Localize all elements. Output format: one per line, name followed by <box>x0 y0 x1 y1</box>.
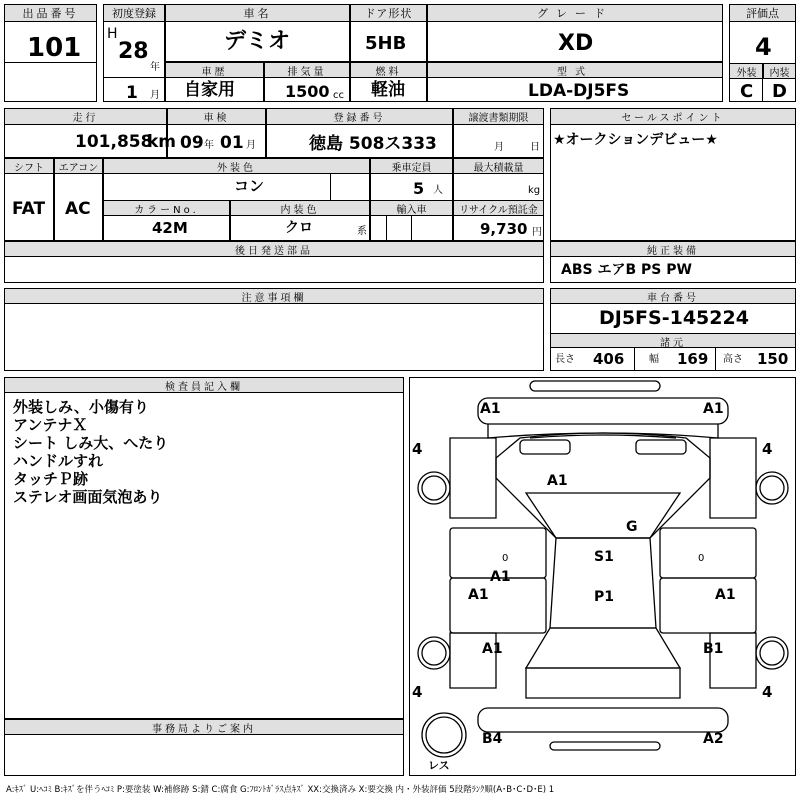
int-color-suffix: 系 <box>357 226 367 237</box>
mileage-label: 走行 <box>5 109 166 125</box>
tire-rear-left: 4 <box>412 683 423 701</box>
mark-right-quarter: B1 <box>703 641 724 657</box>
import-box <box>370 200 453 241</box>
lot-box <box>4 4 97 102</box>
genuine-value: ABS エアB PS PW <box>561 262 692 278</box>
mileage-box <box>4 108 177 158</box>
inspection-year-unit: 年 <box>204 140 214 151</box>
later-parts-box <box>4 241 544 283</box>
mark-roof: P1 <box>594 589 615 605</box>
inspector-label: 検査員記入欄 <box>5 378 403 393</box>
mark-rear-bumper-right: A2 <box>703 731 724 747</box>
chassis-label: 車台番号 <box>551 289 795 304</box>
transfer-day-unit: 日 <box>530 142 540 153</box>
first-reg-year: 28 <box>118 39 149 64</box>
recycle-unit: 円 <box>532 227 542 238</box>
max-load-label: 最大積載量 <box>454 159 543 174</box>
specs-length-label: 長さ <box>555 354 575 365</box>
inspector-note: シート しみ大、へたり <box>13 434 169 452</box>
car-outline <box>410 378 795 775</box>
lot-number: 101 <box>27 33 82 63</box>
sales-point-label: セールスポイント <box>551 109 795 125</box>
chassis-box <box>550 288 796 371</box>
legend-text: A:ｷｽﾞ U:ﾍｺﾐ B:ｷｽﾞを伴うﾍｺﾐ P:要塗装 W:補修跡 S:錆 C:腐食 G:ﾌﾛﾝﾄｶﾞﾗｽ点ｷｽﾞ XX:交換済み X:要交換 内・外装評価 5段階ﾗﾝｸ順(A･B･C･D･E) 1 <box>6 785 555 795</box>
inspection-month: 01 <box>220 133 244 153</box>
mileage-value: 101,858 <box>75 132 153 152</box>
mileage-unit: km <box>147 132 177 152</box>
mark-left-door-front: A1 <box>490 569 511 585</box>
spare-tire-label: レス <box>428 759 450 772</box>
office-label: 事務局よりご案内 <box>5 720 403 735</box>
specs-height: 150 <box>757 350 789 368</box>
inspector-note: タッチＰ跡 <box>13 470 89 488</box>
plate-value: 徳島 508ス333 <box>309 134 437 154</box>
score-label: 評価点 <box>730 5 795 22</box>
mark-rear-bumper-left: B4 <box>482 731 503 747</box>
score-int-value: D <box>772 81 787 102</box>
capacity-label: 乗車定員 <box>371 159 452 174</box>
plate-label: 登録番号 <box>267 109 452 125</box>
specs-width-label: 幅 <box>649 354 659 365</box>
inspection-year: 09 <box>180 133 204 153</box>
aircon-value: AC <box>65 199 91 219</box>
ext-color-value: コン <box>234 177 265 195</box>
recycle-box <box>453 200 544 241</box>
chassis-value: DJ5FS-145224 <box>599 307 749 329</box>
mark-zero-right: 0 <box>698 553 705 564</box>
car-name-value: デミオ <box>224 29 291 54</box>
inspector-note: アンテナＸ <box>13 416 88 434</box>
max-load-unit: kg <box>528 185 541 196</box>
mark-hood: A1 <box>547 473 568 489</box>
capacity-value: 5 <box>413 179 425 198</box>
car-name-label: 車名 <box>166 5 349 22</box>
model-label: 型式 <box>428 63 722 78</box>
tire-rear-right: 4 <box>762 683 773 701</box>
first-reg-year-unit: 年 <box>150 62 160 73</box>
displacement-unit: cc <box>333 90 344 101</box>
score-value: 4 <box>755 33 772 61</box>
first-reg-era: H <box>107 26 118 42</box>
caution-label: 注意事項欄 <box>5 289 543 304</box>
aircon-label: エアコン <box>55 159 102 174</box>
ext-color-label: 外装色 <box>104 159 369 174</box>
car-name-box <box>165 4 350 62</box>
max-load-box <box>453 158 544 201</box>
score-box <box>729 4 796 102</box>
inspection-label: 車検 <box>168 109 265 125</box>
score-int-label: 内装 <box>763 64 795 79</box>
lot-label: 出品番号 <box>5 5 96 22</box>
mark-left-door-rear: A1 <box>468 587 489 603</box>
grade-value: XD <box>558 31 594 56</box>
grade-label: グレード <box>428 5 722 22</box>
door-box <box>350 4 427 62</box>
recycle-label: リサイクル預託金 <box>454 201 543 216</box>
import-label: 輸入車 <box>371 201 452 216</box>
shift-value: FAT <box>12 199 46 219</box>
color-no-box <box>103 200 230 241</box>
aircon-box <box>54 158 103 241</box>
fuel-box <box>350 62 427 102</box>
later-parts-label: 後日発送部品 <box>5 242 543 257</box>
fuel-label: 燃料 <box>351 63 426 78</box>
specs-height-label: 高さ <box>723 354 743 365</box>
ext-color-box <box>103 158 370 201</box>
score-ext-label: 外装 <box>730 64 763 79</box>
mark-front-bumper-left: A1 <box>480 401 501 417</box>
history-value: 自家用 <box>184 80 235 100</box>
inspection-month-unit: 月 <box>246 140 256 151</box>
mark-front-bumper-right: A1 <box>703 401 724 417</box>
mark-left-quarter: A1 <box>482 641 503 657</box>
first-reg-box <box>103 4 165 102</box>
score-ext-value: C <box>740 81 754 102</box>
model-value: LDA-DJ5FS <box>528 81 630 101</box>
shift-label: シフト <box>5 159 53 174</box>
transfer-label: 譲渡書類期限 <box>454 109 543 125</box>
shift-box <box>4 158 54 241</box>
model-box <box>427 62 723 102</box>
history-box <box>165 62 264 102</box>
specs-length: 406 <box>593 350 625 368</box>
mark-windshield: G <box>626 519 638 535</box>
mark-seat: S1 <box>594 549 614 565</box>
inspector-note: ステレオ画面気泡あり <box>13 488 163 506</box>
door-label: ドア形状 <box>351 5 426 22</box>
caution-box <box>4 288 544 371</box>
plate-box <box>266 108 453 158</box>
grade-box <box>427 4 723 62</box>
sales-point-value: ★オークションデビュー★ <box>553 132 718 148</box>
sales-point-box <box>550 108 796 241</box>
inspector-box <box>4 377 404 719</box>
office-box <box>4 719 404 776</box>
first-reg-month: 1 <box>126 83 138 103</box>
displacement-box <box>264 62 350 102</box>
genuine-label: 純正装備 <box>551 242 795 257</box>
specs-label: 諸元 <box>551 334 795 348</box>
first-reg-month-unit: 月 <box>150 90 160 101</box>
recycle-value: 9,730 <box>480 220 528 238</box>
displacement-value: 1500 <box>285 82 330 101</box>
car-diagram <box>409 377 796 776</box>
color-no-label: カラーNo. <box>104 201 229 216</box>
inspector-note: 外装しみ、小傷有り <box>13 398 149 416</box>
capacity-unit: 人 <box>433 185 443 196</box>
specs-width: 169 <box>677 350 709 368</box>
inspector-note: ハンドルすれ <box>13 452 104 470</box>
inspection-box <box>167 108 266 158</box>
history-label: 車歴 <box>166 63 263 78</box>
tire-front-left: 4 <box>412 440 423 458</box>
color-no-value: 42M <box>152 219 188 237</box>
mark-right-door-rear: A1 <box>715 587 736 603</box>
door-value: 5HB <box>365 33 407 54</box>
tire-front-right: 4 <box>762 440 773 458</box>
transfer-box <box>453 108 544 158</box>
int-color-label: 内装色 <box>231 201 369 216</box>
int-color-box <box>230 200 370 241</box>
genuine-box <box>550 241 796 283</box>
int-color-value: クロ <box>285 220 313 236</box>
capacity-box <box>370 158 453 201</box>
mark-zero-left: 0 <box>502 553 509 564</box>
first-reg-label: 初度登録 <box>104 5 164 22</box>
displacement-label: 排気量 <box>265 63 349 78</box>
fuel-value: 軽油 <box>371 80 405 100</box>
transfer-month-unit: 月 <box>494 142 504 153</box>
